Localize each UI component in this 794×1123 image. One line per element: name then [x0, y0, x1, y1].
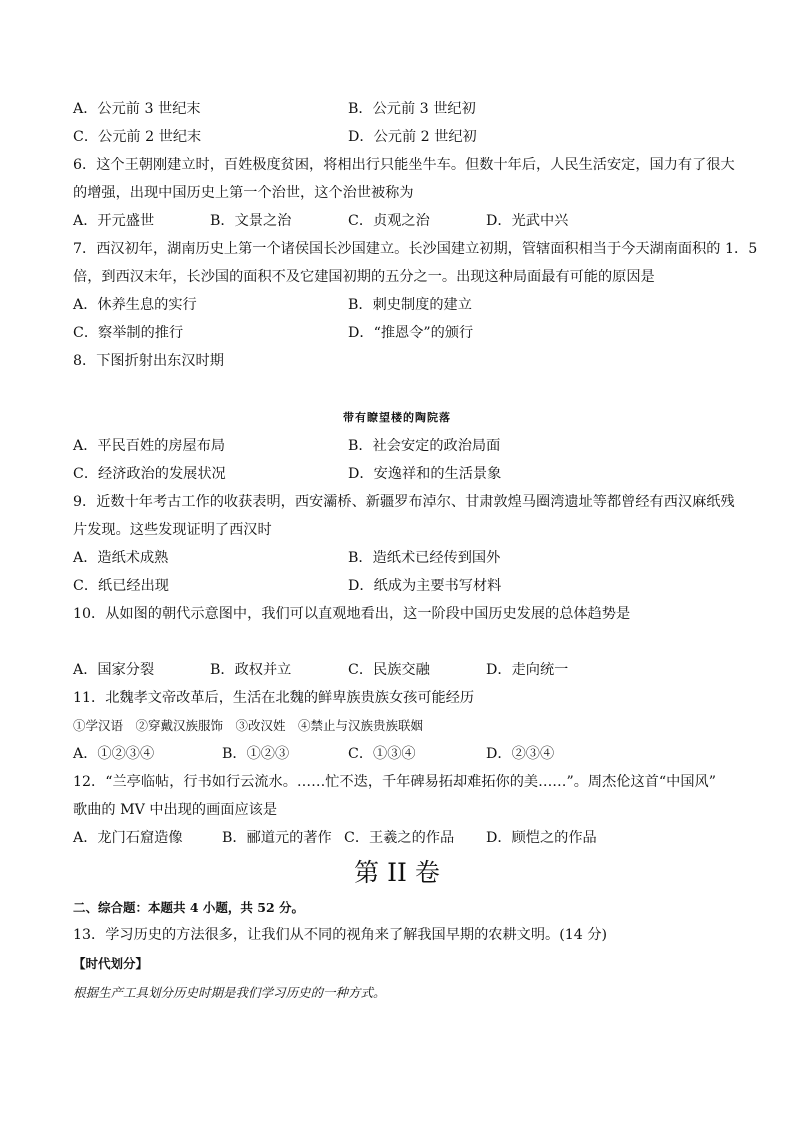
q7-option-b: B．刺史制度的建立	[348, 297, 472, 313]
q6-option-c: C．贞观之治	[348, 213, 430, 229]
q5-option-c: C．公元前 2 世纪末	[73, 129, 202, 145]
q5-option-d: D．公元前 2 世纪初	[348, 129, 477, 145]
q11-option-d: D．②③④	[486, 746, 555, 762]
q12-option-c: C．王羲之的作品	[344, 830, 455, 846]
q6-stem-line1: 6．这个王朝刚建立时，百姓极度贫困，将相出行只能坐牛车。但数十年后，人民生活安定，国力有了很大	[73, 157, 735, 173]
q7-option-c: C．察举制的推行	[73, 325, 184, 341]
q10-option-b: B．政权并立	[210, 662, 292, 678]
q11-option-c: C．①③④	[348, 746, 416, 762]
q8-figure-caption: 带有瞭望楼的陶院落	[343, 411, 451, 424]
q11-option-b: B．①②③	[222, 746, 290, 762]
q12-stem-line1: 12．“兰亭临帖，行书如行云流水。……忙不迭，千年碑易拓却难拓你的美……”。周杰伦这首“中国风”	[73, 774, 716, 790]
q7-stem-line2: 倍，到西汉末年，长沙国的面积不及它建国初期的五分之一。出现这种局面最有可能的原因是	[73, 269, 655, 285]
q10-stem-line1: 10．从如图的朝代示意图中，我们可以直观地看出，这一阶段中国历史发展的总体趋势是	[73, 606, 631, 622]
q5-option-b: B．公元前 3 世纪初	[348, 101, 476, 117]
q9-option-d: D．纸成为主要书写材料	[348, 578, 502, 594]
q6-option-a: A．开元盛世	[73, 213, 155, 229]
q9-option-b: B．造纸术已经传到国外	[348, 550, 501, 566]
q7-option-d: D．“推恩令”的颁行	[348, 325, 474, 341]
q10-option-c: C．民族交融	[348, 662, 430, 678]
q8-option-a: A．平民百姓的房屋布局	[73, 438, 226, 454]
q5-option-a: A．公元前 3 世纪末	[73, 101, 201, 117]
q6-option-b: B．文景之治	[210, 213, 292, 229]
q7-stem-line1: 7．西汉初年，湖南历史上第一个诸侯国长沙国建立。长沙国建立初期，管辖面积相当于今天湖南面积的 1．5	[73, 241, 758, 257]
q10-option-a: A．国家分裂	[73, 662, 155, 678]
q12-option-a: A．龙门石窟造像	[73, 830, 183, 846]
part2-section-heading: 二、综合题：本题共 4 小题，共 52 分。	[73, 900, 305, 915]
q13-subheading: 【时代划分】	[73, 956, 149, 971]
q12-stem-line2: 歌曲的 MV 中出现的画面应该是	[73, 802, 278, 818]
q11-stem-line1: 11．北魏孝文帝改革后，生活在北魏的鲜卑族贵族女孩可能经历	[73, 690, 475, 706]
q9-option-a: A．造纸术成熟	[73, 550, 169, 566]
q13-material-text: 根据生产工具划分历史时期是我们学习历史的一种方式。	[73, 985, 386, 1000]
q12-option-d: D．顾恺之的作品	[486, 830, 597, 846]
q13-stem: 13．学习历史的方法很多，让我们从不同的视角来了解我国早期的农耕文明。(14 分)	[73, 927, 608, 943]
q12-option-b: B．郦道元的著作	[222, 830, 332, 846]
q6-option-d: D．光武中兴	[486, 213, 569, 229]
q11-option-a: A．①②③④	[73, 746, 155, 762]
q9-stem-line1: 9．近数十年考古工作的收获表明，西安灞桥、新疆罗布淖尔、甘肃敦煌马圈湾遗址等都曾经有西汉麻纸残	[73, 494, 735, 510]
q7-option-a: A．休养生息的实行	[73, 297, 197, 313]
q10-option-d: D．走向统一	[486, 662, 569, 678]
q8-option-b: B．社会安定的政治局面	[348, 438, 501, 454]
q11-statement-items: ①学汉语 ②穿戴汉族服饰 ③改汉姓 ④禁止与汉族贵族联姻	[73, 718, 424, 733]
q8-stem-line1: 8．下图折射出东汉时期	[73, 353, 224, 369]
q9-option-c: C．纸已经出现	[73, 578, 169, 594]
q8-option-d: D．安逸祥和的生活景象	[348, 466, 502, 482]
q6-stem-line2: 的增强，出现中国历史上第一个治世，这个治世被称为	[73, 185, 414, 201]
q9-stem-line2: 片发现。这些发现证明了西汉时	[73, 522, 272, 538]
part2-title: 第 II 卷	[354, 858, 440, 887]
q8-option-c: C．经济政治的发展状况	[73, 466, 226, 482]
